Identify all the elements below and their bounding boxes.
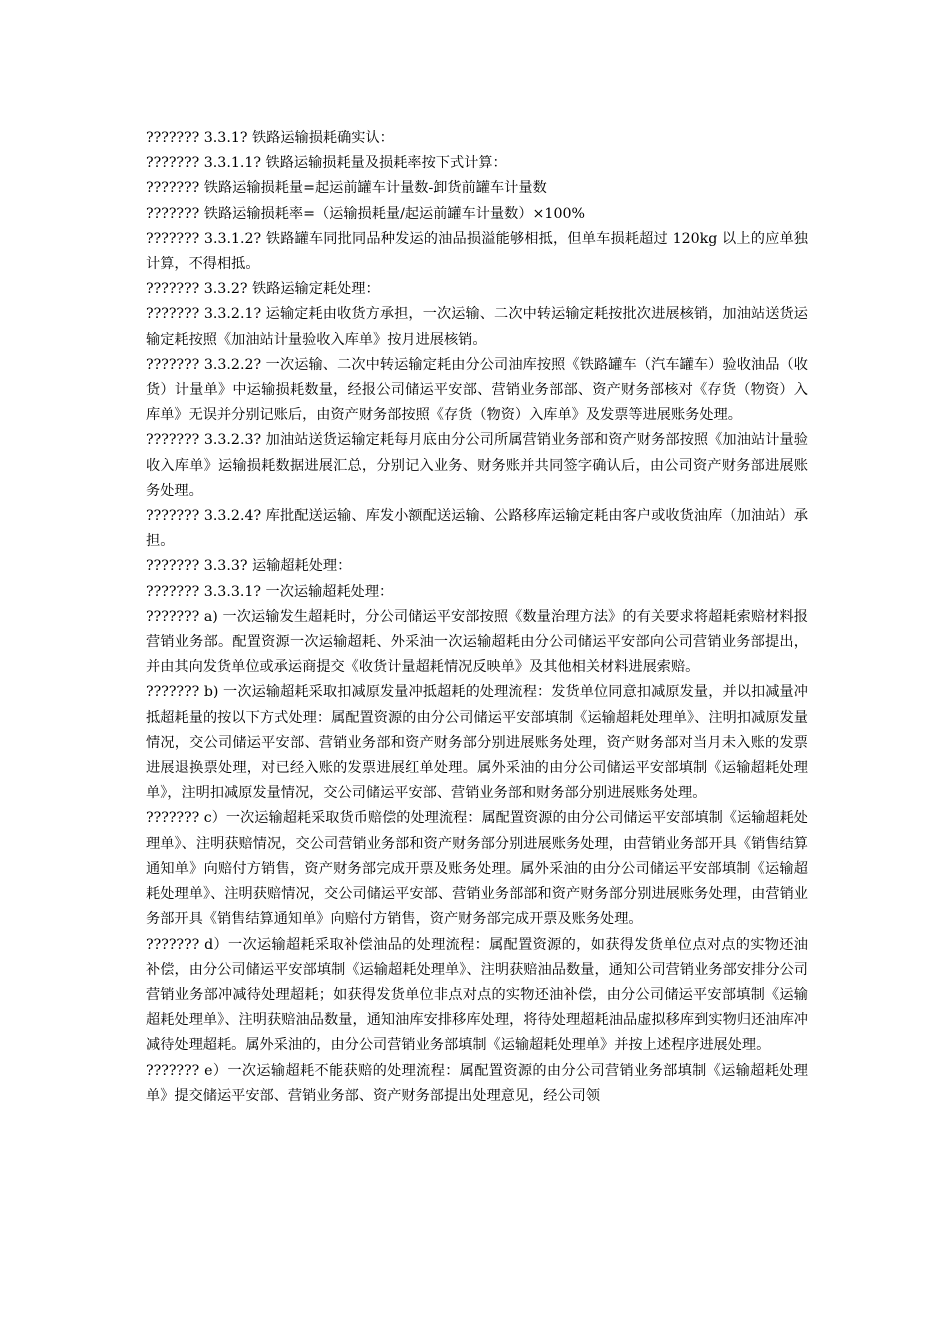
paragraph-3-3-1-2: ??????? 3.3.1.2? 铁路罐车同批同品种发运的油品损溢能够相抵，但单车损耗超过 120kg 以上的应单独计算，不得相抵。 bbox=[146, 230, 808, 273]
paragraph-3-3-2-4: ??????? 3.3.2.4? 库批配送运输、库发小额配送运输、公路移库运输定耗由客户或收货油库（加油站）承担。 bbox=[146, 508, 808, 550]
paragraph-item-d: ??????? d）一次运输超耗采取补偿油品的处理流程：属配置资源的，如获得发货单位点对点的实物还油补偿，由分公司储运平安部填制《运输超耗处理单》、注明获赔油品数量，通知公司营销业务部安排分公司营销业务部冲减待处理超耗；如获得发货单位非点对点的实物还油补偿，由分公司储运平安部填制《运输超耗处理单》、注明获赔油品数量，通知油库安排移库处理，将待处理超耗油品虚拟移库到实物归还油库冲减待处理超耗。属外采油的，由分公司营销业务部填制《运输超耗处理单》并按上述程序进展处理。 bbox=[146, 936, 808, 1054]
paragraph-3-3-1: ??????? 3.3.1? 铁路运输损耗确实认： bbox=[146, 130, 394, 146]
paragraph-3-3-1-1: ??????? 3.3.1.1? 铁路运输损耗量及损耗率按下式计算： bbox=[146, 155, 507, 172]
paragraph-item-c: ??????? c）一次运输超耗采取货币赔偿的处理流程：属配置资源的由分公司储运平安部填制《运输超耗处理单》、注明获赔情况，交公司营销业务部和资产财务部分别进展账务处理，由营销业务部开具《销售结算通知单》向赔付方销售，资产财务部完成开票及账务处理。属外采油的由分公司储运平安部填制《运输超耗处理单》、注明获赔情况，交公司储运平安部、营销业务部部和资产财务部分别进展账务处理，由营销业务部开具《销售结算通知单》向赔付方销售，资产财务部完成开票及账务处理。 bbox=[146, 810, 808, 928]
paragraph-3-3-2-3: ??????? 3.3.2.3? 加油站送货运输定耗每月底由分公司所属营销业务部和资产财务部按照《加油站计量验收入库单》运输损耗数据进展汇总，分别记入业务、财务账并共同签字确认后，由公司资产财务部进展账务处理。 bbox=[146, 432, 808, 499]
formula-loss-amount: ??????? 铁路运输损耗量=起运前罐车计量数-卸货前罐车计量数 bbox=[146, 180, 547, 197]
document-body bbox=[146, 126, 808, 1109]
paragraph-item-b: ??????? b) 一次运输超耗采取扣减原发量冲抵超耗的处理流程：发货单位同意扣减原发量，并以扣减量冲抵超耗量的按以下方式处理：属配置资源的由分公司储运平安部填制《运输超耗处理单》、注明扣减原发量情况，交公司储运平安部、营销业务部和资产财务部分别进展账务处理，资产财务部对当月未入账的发票进展退换票处理，对已经入账的发票进展红单处理。属外采油的由分公司储运平安部填制《运输超耗处理单》，注明扣减原发量情况，交公司储运平安部、营销业务部和财务部分别进展账务处理。 bbox=[146, 684, 808, 802]
paragraph-3-3-3: ??????? 3.3.3? 运输超耗处理： bbox=[146, 558, 352, 575]
paragraph-3-3-2: ??????? 3.3.2? 铁路运输定耗处理： bbox=[146, 281, 380, 298]
paragraph-3-3-2-2: ??????? 3.3.2.2? 一次运输、二次中转运输定耗由分公司油库按照《铁路罐车（汽车罐车）验收油品（收货）计量单》中运输损耗数量，经报公司储运平安部、营销业务部部、资产财务部核对《存货（物资）入库单》无误并分别记账后，由资产财务部按照《存货（物资）入库单》及发票等进展账务处理。 bbox=[146, 356, 808, 424]
paragraph-item-e: ??????? e）一次运输超耗不能获赔的处理流程：属配置资源的由分公司营销业务部填制《运输超耗处理单》提交储运平安部、营销业务部、资产财务部提出处理意见，经公司领 bbox=[146, 1062, 808, 1104]
paragraph-3-3-3-1: ??????? 3.3.3.1? 一次运输超耗处理： bbox=[146, 583, 394, 600]
paragraph-3-3-2-1: ??????? 3.3.2.1? 运输定耗由收货方承担，一次运输、二次中转运输定耗按批次进展核销，加油站送货运输定耗按照《加油站计量验收入库单》按月进展核销。 bbox=[146, 306, 808, 348]
formula-loss-rate: ??????? 铁路运输损耗率=（运输损耗量/起运前罐车计量数）×100% bbox=[146, 205, 585, 222]
paragraph-item-a: ??????? a) 一次运输发生超耗时，分公司储运平安部按照《数量治理方法》的有关要求将超耗索赔材料报营销业务部。配置资源一次运输超耗、外采油一次运输超耗由分公司储运平安部向公司营销业务部提出，并由其向发货单位或承运商提交《收货计量超耗情况反映单》及其他相关材料进展索赔。 bbox=[146, 608, 808, 676]
